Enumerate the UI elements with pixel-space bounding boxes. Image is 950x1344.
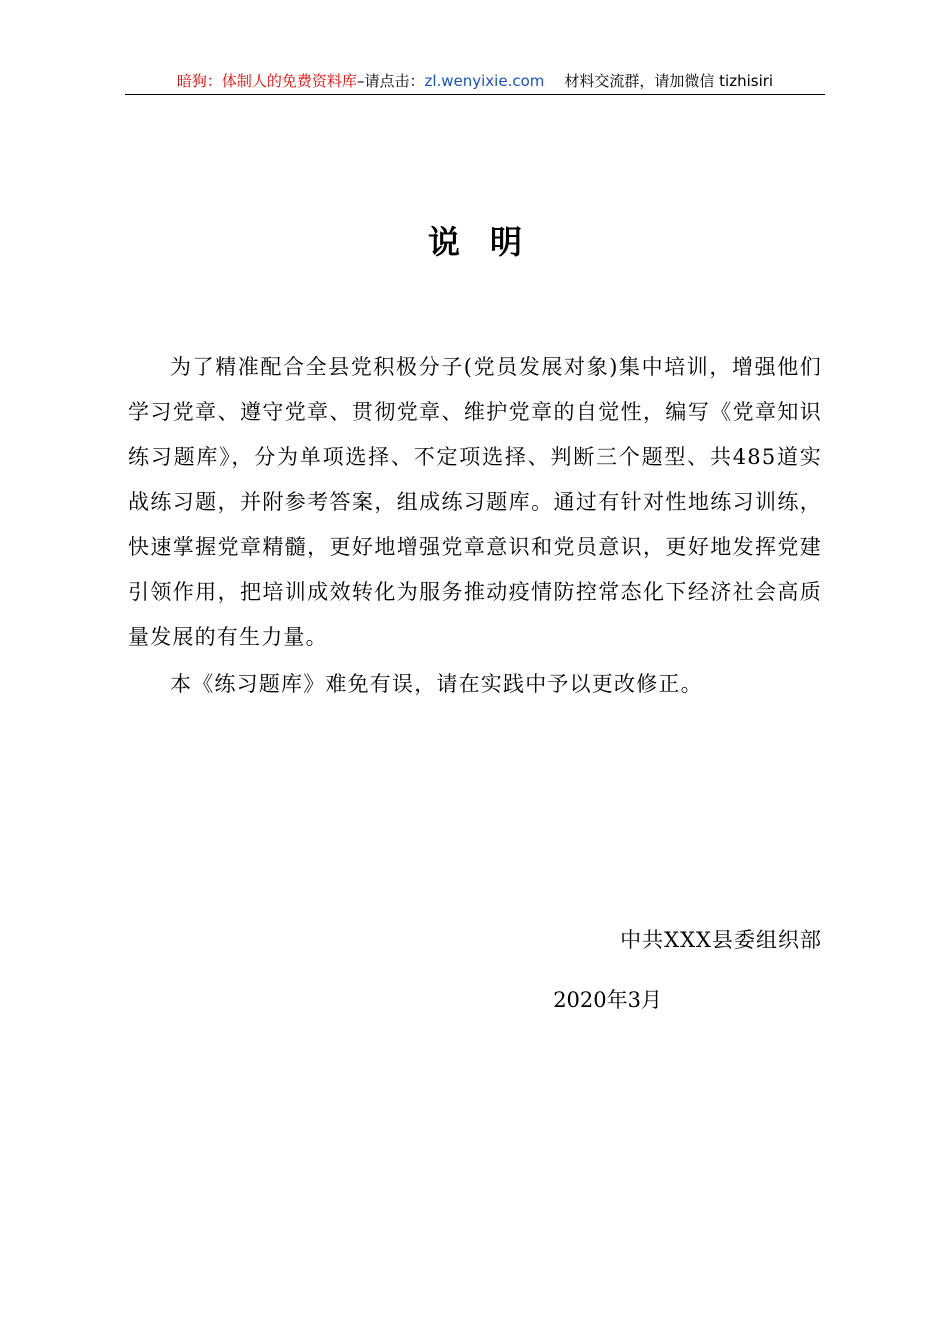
- header-click-prompt: –请点击：: [356, 72, 425, 90]
- signature-organization: 中共XXX县委组织部: [620, 928, 822, 952]
- body-paragraph-1: 为了精准配合全县党积极分子(党员发展对象)集中培训，增强他们学习党章、遵守党章、贯彻党章、维护党章的自觉性，编写《党章知识练习题库》，分为单项选择、不定项选择、判断三个题型、共485道实战练习题，并附参考答案，组成练习题库。通过有针对性地练习训练，快速掌握党章精髓，更好地增强党章意识和党员意识，更好地发挥党建引领作用，把培训成效转化为服务推动疫情防控常态化下经济社会高质量发展的有生力量。: [128, 355, 822, 649]
- document-body: [128, 345, 822, 707]
- signature-date: 2020年3月: [553, 988, 662, 1012]
- page-header: [125, 70, 825, 95]
- header-url-link[interactable]: zl.wenyixie.com: [424, 72, 545, 90]
- page-title: 说明: [427, 223, 552, 261]
- header-brand: 暗狗：体制人的免费资料库: [176, 72, 357, 90]
- body-paragraph-2: 本《练习题库》难免有误，请在实践中予以更改修正。: [170, 672, 703, 696]
- header-group-note: 材料交流群，请加微信 tizhisiri: [564, 72, 774, 90]
